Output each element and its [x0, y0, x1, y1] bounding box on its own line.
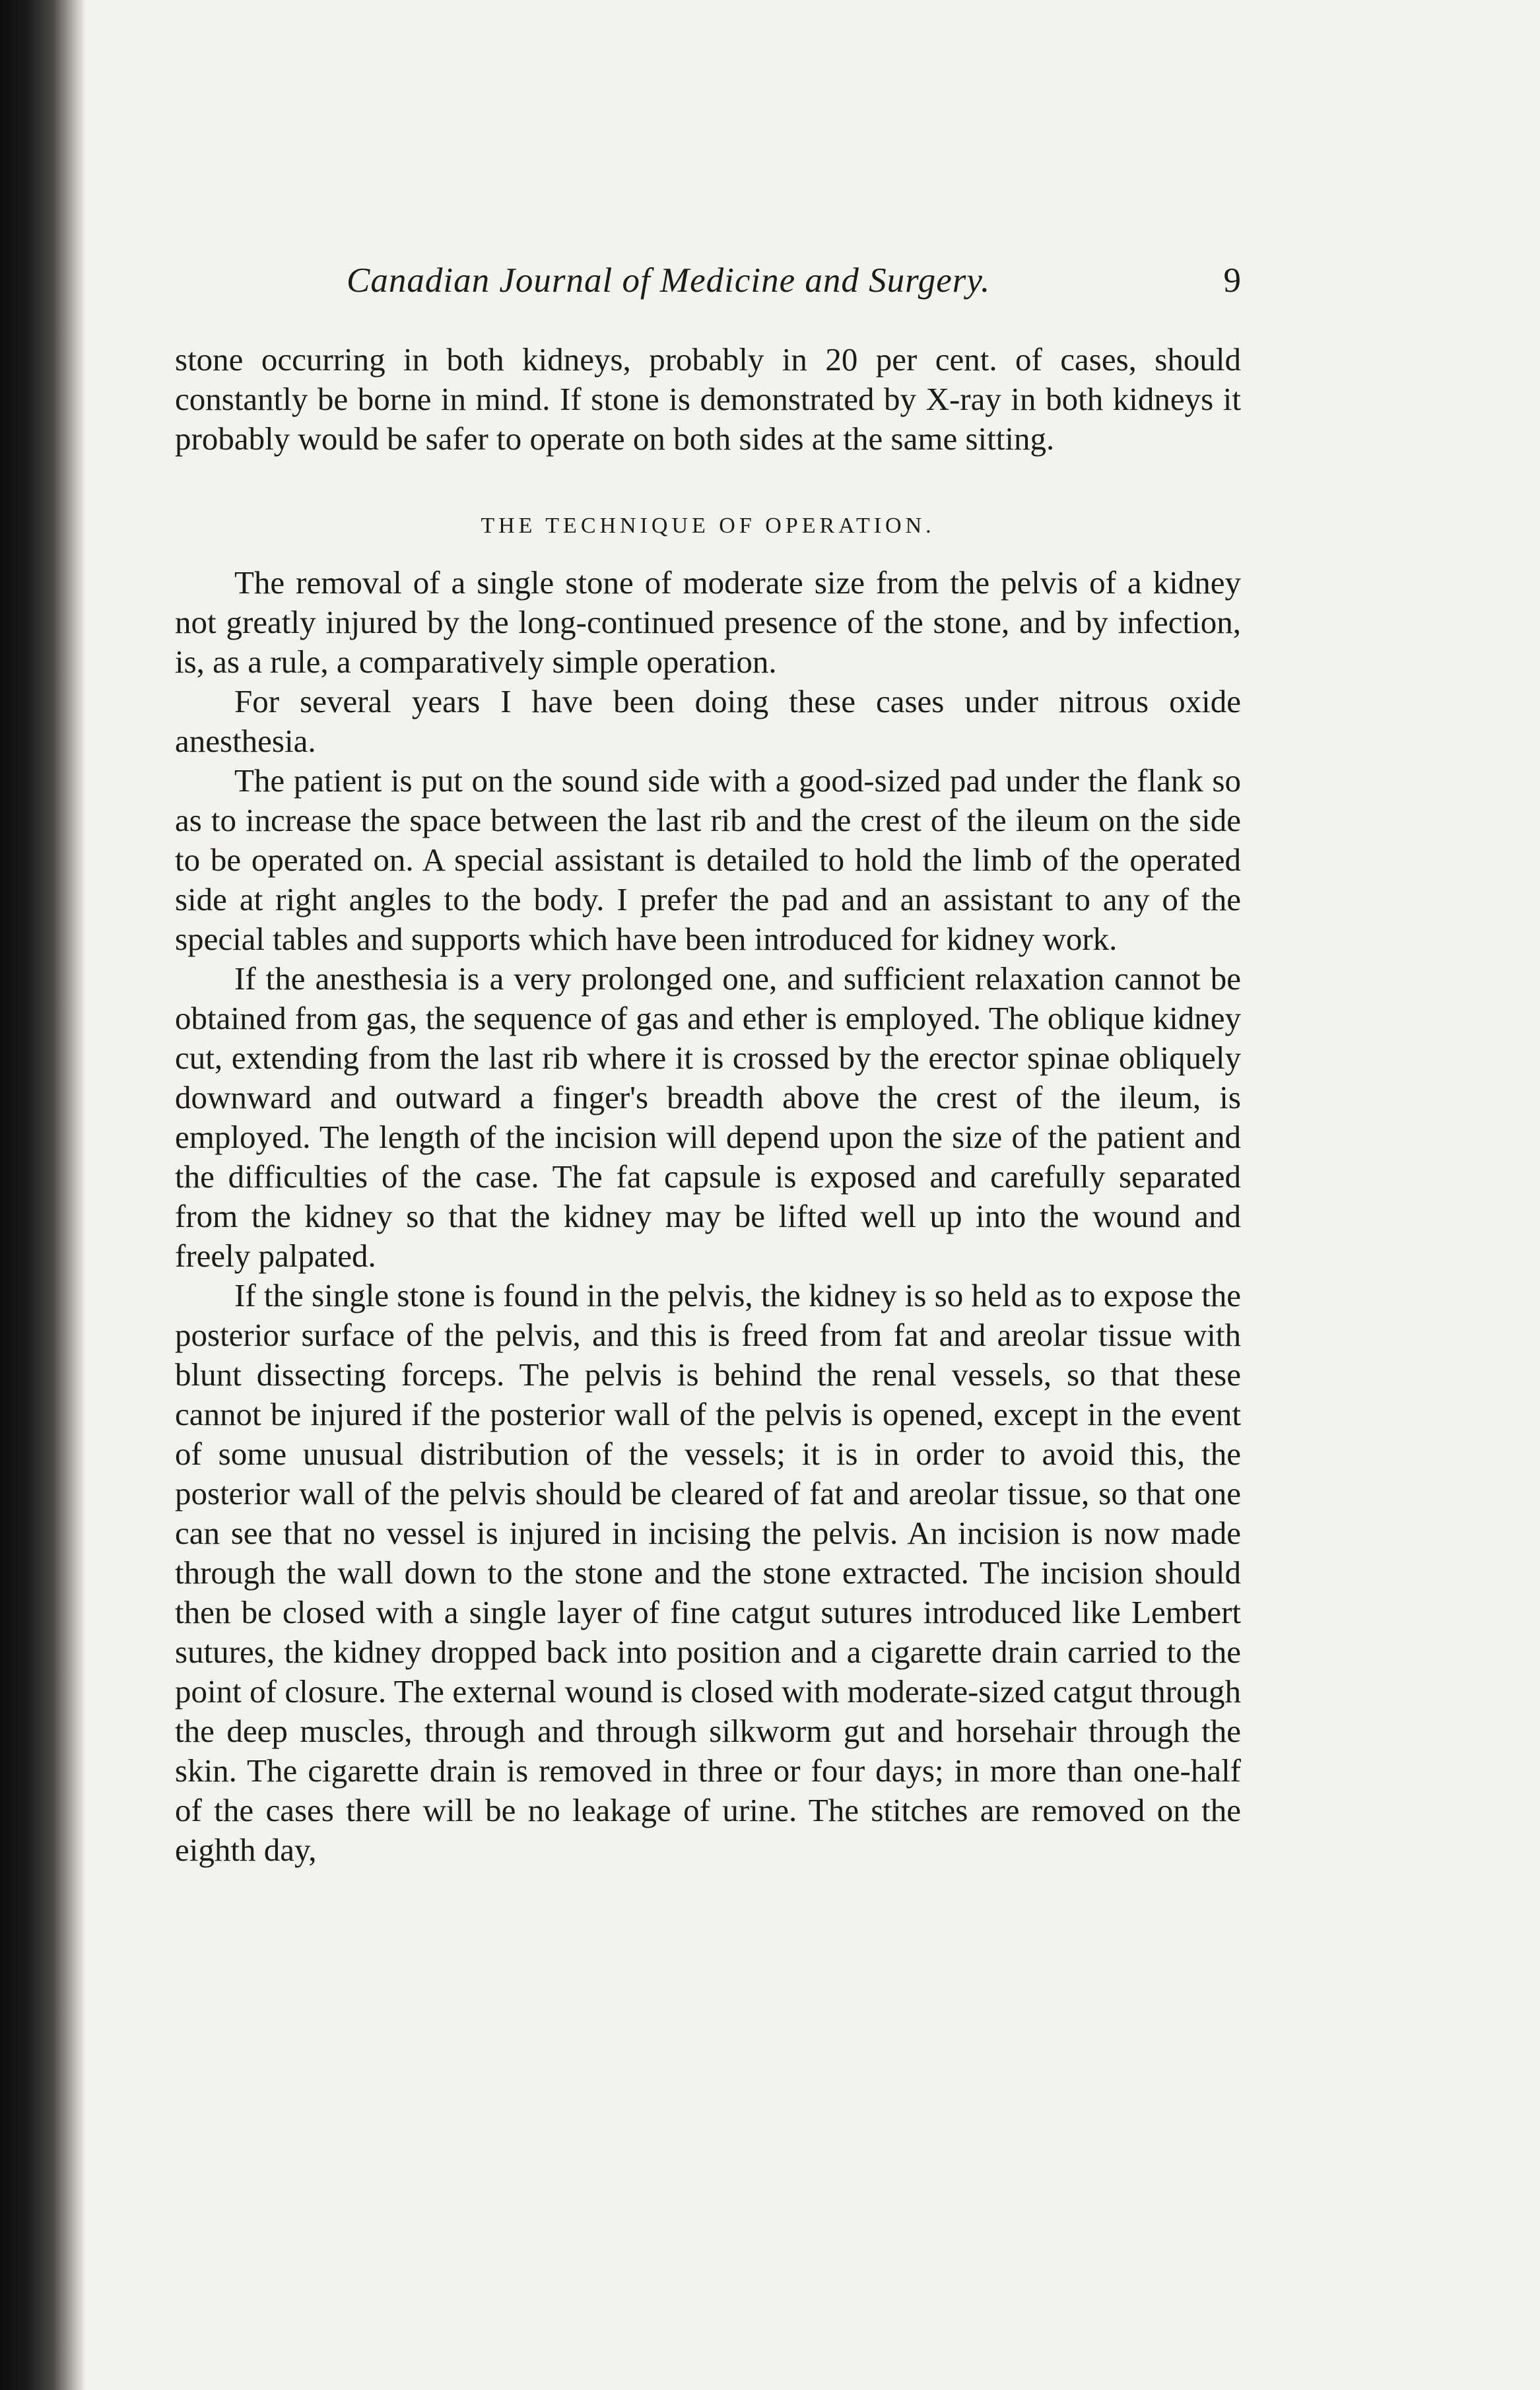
running-head [175, 261, 1241, 314]
paragraph-continuation: stone occurring in both kidneys, probably in 20 per cent. of cases, should constantly be borne in mind. If stone is demonstrated by X-ray in both kidneys it probably would be safer to operate on both sides at the same sitting. [175, 341, 1241, 457]
paragraph: The removal of a single stone of moderate size from the pelvis of a kidney not greatly injured by the long-continued presence of the stone, and by infection, is, as a rule, a comparatively simple operation. [175, 564, 1241, 680]
page-number: 9 [1223, 261, 1241, 300]
journal-page [175, 261, 1241, 1870]
article-body [175, 340, 1241, 1870]
page-binding-edge [0, 0, 86, 2390]
section-heading: THE TECHNIQUE OF OPERATION. [481, 514, 935, 538]
paragraph: If the anesthesia is a very prolonged one, and sufficient relaxation cannot be obtained from gas, the sequence of gas and ether is employed. The oblique kidney cut, extending from the last rib where it is crossed by the erector spinae obliquely downward and outward a finger's breadth above the crest of the ileum, is employed. The length of the incision will depend upon the size of the patient and the difficulties of the case. The fat capsule is exposed and carefully separated from the kidney so that the kidney may be lifted well up into the wound and freely palpated. [175, 960, 1241, 1274]
journal-title: Canadian Journal of Medicine and Surgery. [347, 261, 991, 300]
paragraph: If the single stone is found in the pelvis, the kidney is so held as to expose the posterior surface of the pelvis, and this is freed from fat and areolar tissue with blunt dissecting forceps. The pelvis is behind the renal vessels, so that these cannot be injured if the posterior wall of the pelvis is opened, except in the event of some unusual distribution of the vessels; it is in order to avoid this, the posterior wall of the pelvis should be cleared of fat and areolar tissue, so that one can see that no vessel is injured in incising the pelvis. An incision is now made through the wall down to the stone and the stone extracted. The incision should then be closed with a single layer of fine catgut sutures introduced like Lembert sutures, the kidney dropped back into position and a cigarette drain carried to the point of closure. The external wound is closed with moderate-sized catgut through the deep muscles, through and through silkworm gut and horsehair through the skin. The cigarette drain is removed in three or four days; in more than one-half of the cases there will be no leakage of urine. The stitches are removed on the eighth day, [175, 1277, 1241, 1868]
paragraph: The patient is put on the sound side with a good-sized pad under the flank so as to increase the space between the last rib and the crest of the ileum on the side to be operated on. A special assistant is detailed to hold the limb of the operated side at right angles to the body. I prefer the pad and an assistant to any of the special tables and supports which have been introduced for kidney work. [175, 762, 1241, 957]
paragraph: For several years I have been doing these cases under nitrous oxide anesthesia. [175, 683, 1241, 759]
